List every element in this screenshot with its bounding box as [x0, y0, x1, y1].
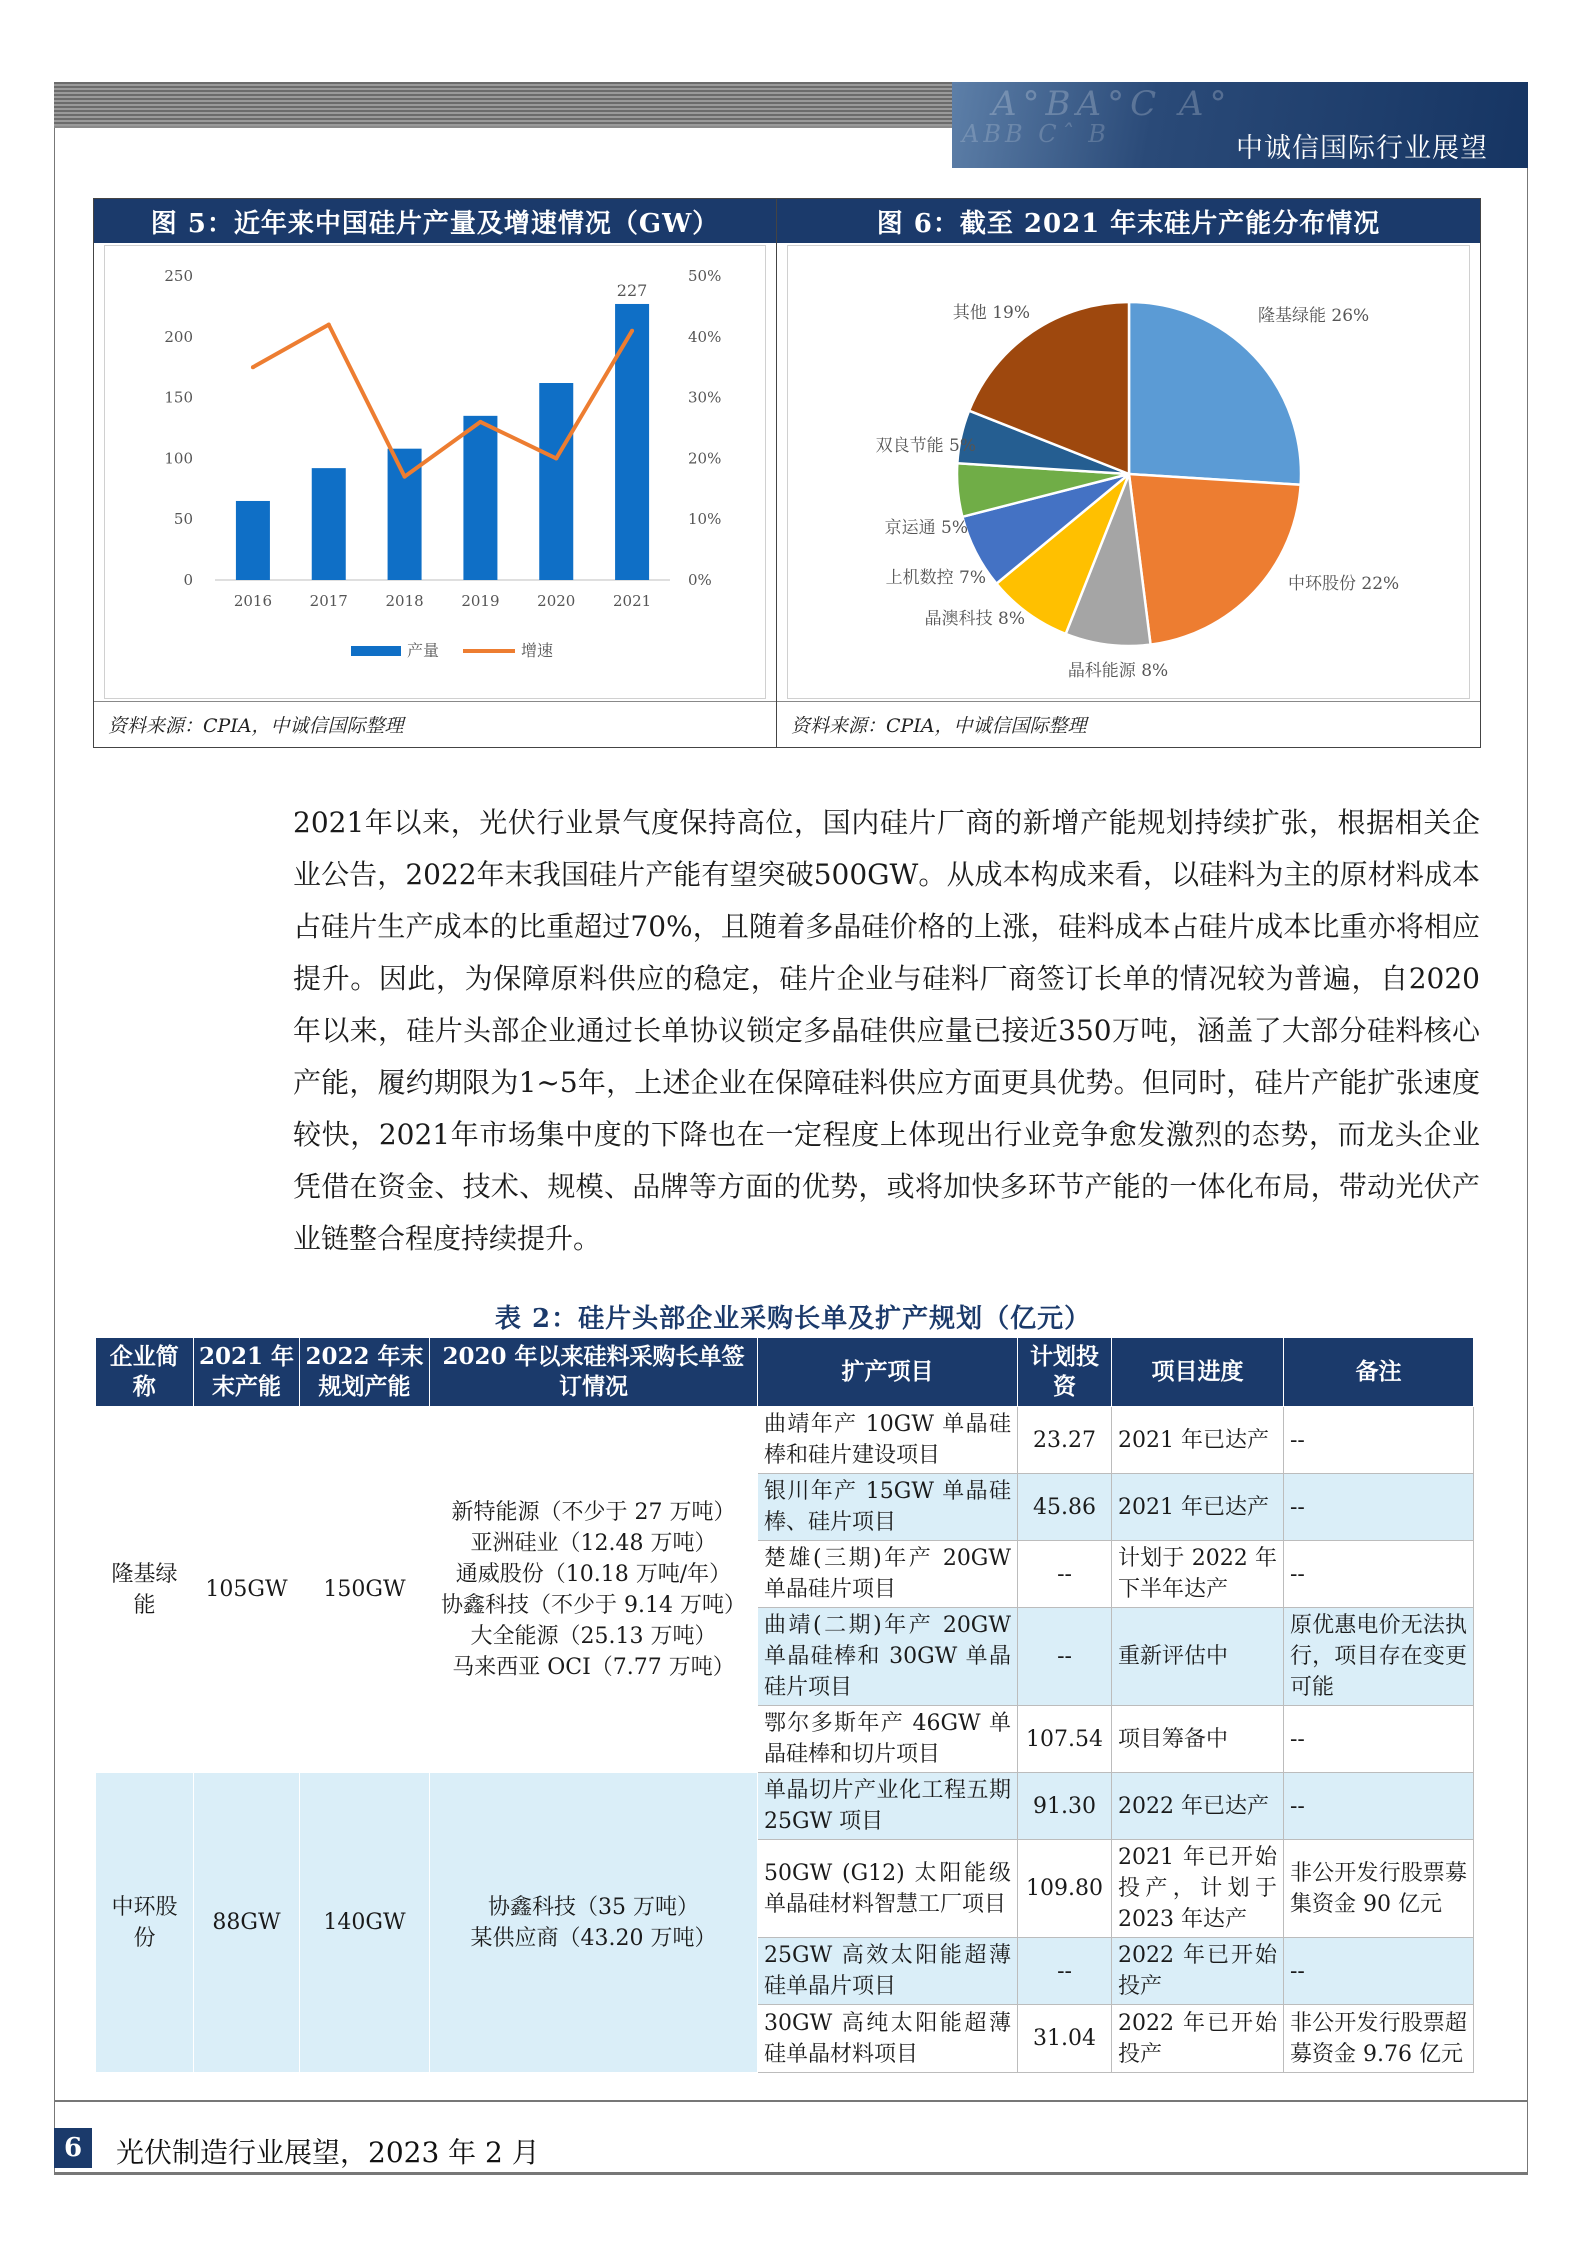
pie-slice-label: 晶澳科技 8% — [924, 609, 1025, 629]
project-name-cell: 单晶切片产业化工程五期 25GW 项目 — [758, 1773, 1018, 1840]
project-name-cell: 50GW (G12) 太阳能级单晶硅材料智慧工厂项目 — [758, 1840, 1018, 1938]
footer-text: 光伏制造行业展望，2023 年 2 月 — [116, 2136, 540, 2169]
left-axis-tick-label: 200 — [164, 327, 193, 346]
pie-slice — [1129, 474, 1301, 645]
table-header-cell: 2022 年末规划产能 — [300, 1338, 430, 1407]
header-rule — [54, 126, 952, 128]
bar-production — [236, 501, 270, 580]
header-decoration-2: ABB Cˆ B — [962, 120, 1110, 148]
line-point — [327, 323, 331, 327]
right-axis-tick-label: 50% — [688, 267, 722, 285]
left-axis-tick-label: 150 — [164, 388, 193, 407]
table-header-cell: 2020 年以来硅料采购长单签订情况 — [430, 1338, 758, 1407]
pie-slice-label: 京运通 5% — [884, 518, 968, 538]
x-axis-tick-label: 2018 — [385, 592, 424, 610]
investment-cell: 91.30 — [1018, 1773, 1112, 1840]
note-cell: -- — [1284, 1938, 1474, 2005]
note-cell: 原优惠电价无法执行，项目存在变更可能 — [1284, 1608, 1474, 1706]
note-cell: -- — [1284, 1474, 1474, 1541]
right-axis-tick-label: 0% — [688, 571, 712, 589]
figure-6-panel — [777, 198, 1481, 748]
figure-5-source: 资料来源：CPIA，中诚信国际整理 — [94, 701, 776, 747]
note-cell: -- — [1284, 1706, 1474, 1773]
report-series-title: 中诚信国际行业展望 — [1236, 133, 1488, 164]
header-decoration: A°BA°C A° — [992, 84, 1233, 124]
table-row — [96, 1407, 1474, 1474]
project-name-cell: 银川年产 15GW 单晶硅棒、硅片项目 — [758, 1474, 1018, 1541]
table-header-cell: 扩产项目 — [758, 1338, 1018, 1407]
left-axis-tick-label: 50 — [173, 510, 193, 529]
figure-6-title: 图 6：截至 2021 年末硅片产能分布情况 — [777, 199, 1480, 243]
right-axis-tick-label: 20% — [688, 449, 722, 468]
right-axis-tick-label: 40% — [688, 327, 722, 346]
x-axis-tick-label: 2021 — [612, 592, 652, 610]
pie-slice-label: 晶科能源 8% — [1067, 661, 1169, 681]
figure-6-plot-frame — [787, 245, 1470, 699]
pie-slice — [1129, 302, 1301, 485]
left-axis-tick-label: 100 — [164, 449, 193, 468]
note-cell: -- — [1284, 1773, 1474, 1840]
footer-bar — [54, 2172, 1528, 2175]
project-name-cell: 楚雄(三期)年产 20GW 单晶硅片项目 — [758, 1541, 1018, 1608]
x-axis-tick-label: 2020 — [537, 592, 576, 610]
line-point — [403, 475, 407, 479]
table-header-row — [96, 1338, 1474, 1407]
footer-rule — [54, 2100, 1528, 2102]
line-point — [478, 420, 482, 424]
legend-label-production: 产量 — [407, 641, 440, 660]
table-row — [96, 1773, 1474, 1840]
line-growth-rate — [253, 325, 632, 477]
figure-5-panel — [93, 198, 777, 748]
pie-slice-label: 双良节能 5% — [875, 436, 976, 456]
note-cell: -- — [1284, 1407, 1474, 1474]
project-name-cell: 鄂尔多斯年产 46GW 单晶硅棒和切片项目 — [758, 1706, 1018, 1773]
note-cell: -- — [1284, 1541, 1474, 1608]
pie-slice-label: 中环股份 22% — [1288, 574, 1400, 594]
progress-cell: 计划于 2022 年下半年达产 — [1112, 1541, 1284, 1608]
table-2 — [95, 1338, 1474, 2073]
table-header-cell: 计划投资 — [1018, 1338, 1112, 1407]
table-header-cell: 企业简称 — [96, 1338, 194, 1407]
legend-label-growth: 增速 — [521, 641, 554, 660]
project-name-cell: 曲靖年产 10GW 单晶硅棒和硅片建设项目 — [758, 1407, 1018, 1474]
legend-swatch-production — [351, 646, 401, 656]
investment-cell: 109.80 — [1018, 1840, 1112, 1938]
bar-production — [463, 416, 497, 580]
note-cell: 非公开发行股票募集资金 90 亿元 — [1284, 1840, 1474, 1938]
data-label: 227 — [616, 280, 648, 300]
header-banner — [952, 82, 1528, 168]
table-header-cell: 备注 — [1284, 1338, 1474, 1407]
x-axis-tick-label: 2016 — [233, 592, 273, 610]
figure-5-chart — [105, 246, 767, 698]
investment-cell: 23.27 — [1018, 1407, 1112, 1474]
right-axis-tick-label: 30% — [688, 388, 722, 407]
line-point — [630, 329, 634, 333]
x-axis-tick-label: 2019 — [461, 592, 500, 610]
project-name-cell: 25GW 高效太阳能超薄硅单晶片项目 — [758, 1938, 1018, 2005]
progress-cell: 2022 年已开始投产 — [1112, 2005, 1284, 2073]
investment-cell: -- — [1018, 1608, 1112, 1706]
progress-cell: 2022 年已开始投产 — [1112, 1938, 1284, 2005]
capacity-2021-cell: 105GW — [194, 1407, 300, 1773]
bar-production — [539, 383, 573, 580]
progress-cell: 2021 年已开始投产，计划于 2023 年达产 — [1112, 1840, 1284, 1938]
line-point — [251, 365, 255, 369]
investment-cell: 45.86 — [1018, 1474, 1112, 1541]
progress-cell: 2022 年已达产 — [1112, 1773, 1284, 1840]
investment-cell: -- — [1018, 1938, 1112, 2005]
pie-slice-label: 其他 19% — [952, 303, 1030, 323]
right-axis-tick-label: 10% — [688, 510, 722, 529]
investment-cell: 107.54 — [1018, 1706, 1112, 1773]
investment-cell: -- — [1018, 1541, 1112, 1608]
figure-5-title: 图 5：近年来中国硅片产量及增速情况（GW） — [94, 199, 776, 243]
project-name-cell: 曲靖(二期)年产 20GW 单晶硅棒和 30GW 单晶硅片项目 — [758, 1608, 1018, 1706]
contracts-cell: 新特能源（不少于 27 万吨） 亚洲硅业（12.48 万吨） 通威股份（10.18 万吨/年） 协鑫科技（不少于 9.14 万吨） 大全能源（25.13 万吨） 马来西亚 OCI（7.77 万吨） — [430, 1407, 758, 1773]
left-axis-tick-label: 0 — [183, 571, 193, 589]
page-number: 6 — [54, 2128, 92, 2168]
bar-production — [615, 304, 649, 580]
capacity-2022-cell: 150GW — [300, 1407, 430, 1773]
table-header-cell: 2021 年末产能 — [194, 1338, 300, 1407]
x-axis-tick-label: 2017 — [309, 592, 348, 610]
progress-cell: 2021 年已达产 — [1112, 1407, 1284, 1474]
project-name-cell: 30GW 高纯太阳能超薄硅单晶材料项目 — [758, 2005, 1018, 2073]
company-name-cell: 隆基绿能 — [96, 1407, 194, 1773]
table-2-title: 表 2：硅片头部企业采购长单及扩产规划（亿元） — [494, 1304, 1092, 1334]
pie-slice-label: 隆基绿能 26% — [1258, 306, 1370, 326]
table-header-cell: 项目进度 — [1112, 1338, 1284, 1407]
left-axis-tick-label: 250 — [164, 267, 193, 285]
progress-cell: 项目筹备中 — [1112, 1706, 1284, 1773]
body-paragraph: 2021年以来，光伏行业景气度保持高位，国内硅片厂商的新增产能规划持续扩张，根据相关企业公告，2022年末我国硅片产能有望突破500GW。从成本构成来看，以硅料为主的原材料成本占硅片生产成本的比重超过70%，且随着多晶硅价格的上涨，硅料成本占硅片成本比重亦将相应提升。因此，为保障原料供应的稳定，硅片企业与硅料厂商签订长单的情况较为普遍，自2020年以来，硅片头部企业通过长单协议锁定多晶硅供应量已接近350万吨，涵盖了大部分硅料核心产能，履约期限为1~5年，上述企业在保障硅料供应方面更具优势。但同时，硅片产能扩张速度较快，2021年市场集中度的下降也在一定程度上体现出行业竞争愈发激烈的态势，而龙头企业凭借在资金、技术、规模、品牌等方面的优势，或将加快多环节产能的一体化布局，带动光伏产业链整合程度持续提升。 — [293, 806, 1480, 1255]
line-point — [554, 456, 558, 460]
figure-6-chart — [788, 246, 1470, 698]
contracts-cell: 协鑫科技（35 万吨） 某供应商（43.20 万吨） — [430, 1773, 758, 2073]
note-cell: 非公开发行股票超募资金 9.76 亿元 — [1284, 2005, 1474, 2073]
capacity-2021-cell: 88GW — [194, 1773, 300, 2073]
progress-cell: 重新评估中 — [1112, 1608, 1284, 1706]
header-stripes — [54, 82, 954, 126]
pie-slice-label: 上机数控 7% — [885, 568, 986, 588]
figure-6-source: 资料来源：CPIA，中诚信国际整理 — [777, 701, 1480, 747]
bar-production — [312, 468, 346, 580]
progress-cell: 2021 年已达产 — [1112, 1474, 1284, 1541]
capacity-2022-cell: 140GW — [300, 1773, 430, 2073]
figure-5-plot-frame — [104, 245, 766, 699]
investment-cell: 31.04 — [1018, 2005, 1112, 2073]
company-name-cell: 中环股份 — [96, 1773, 194, 2073]
